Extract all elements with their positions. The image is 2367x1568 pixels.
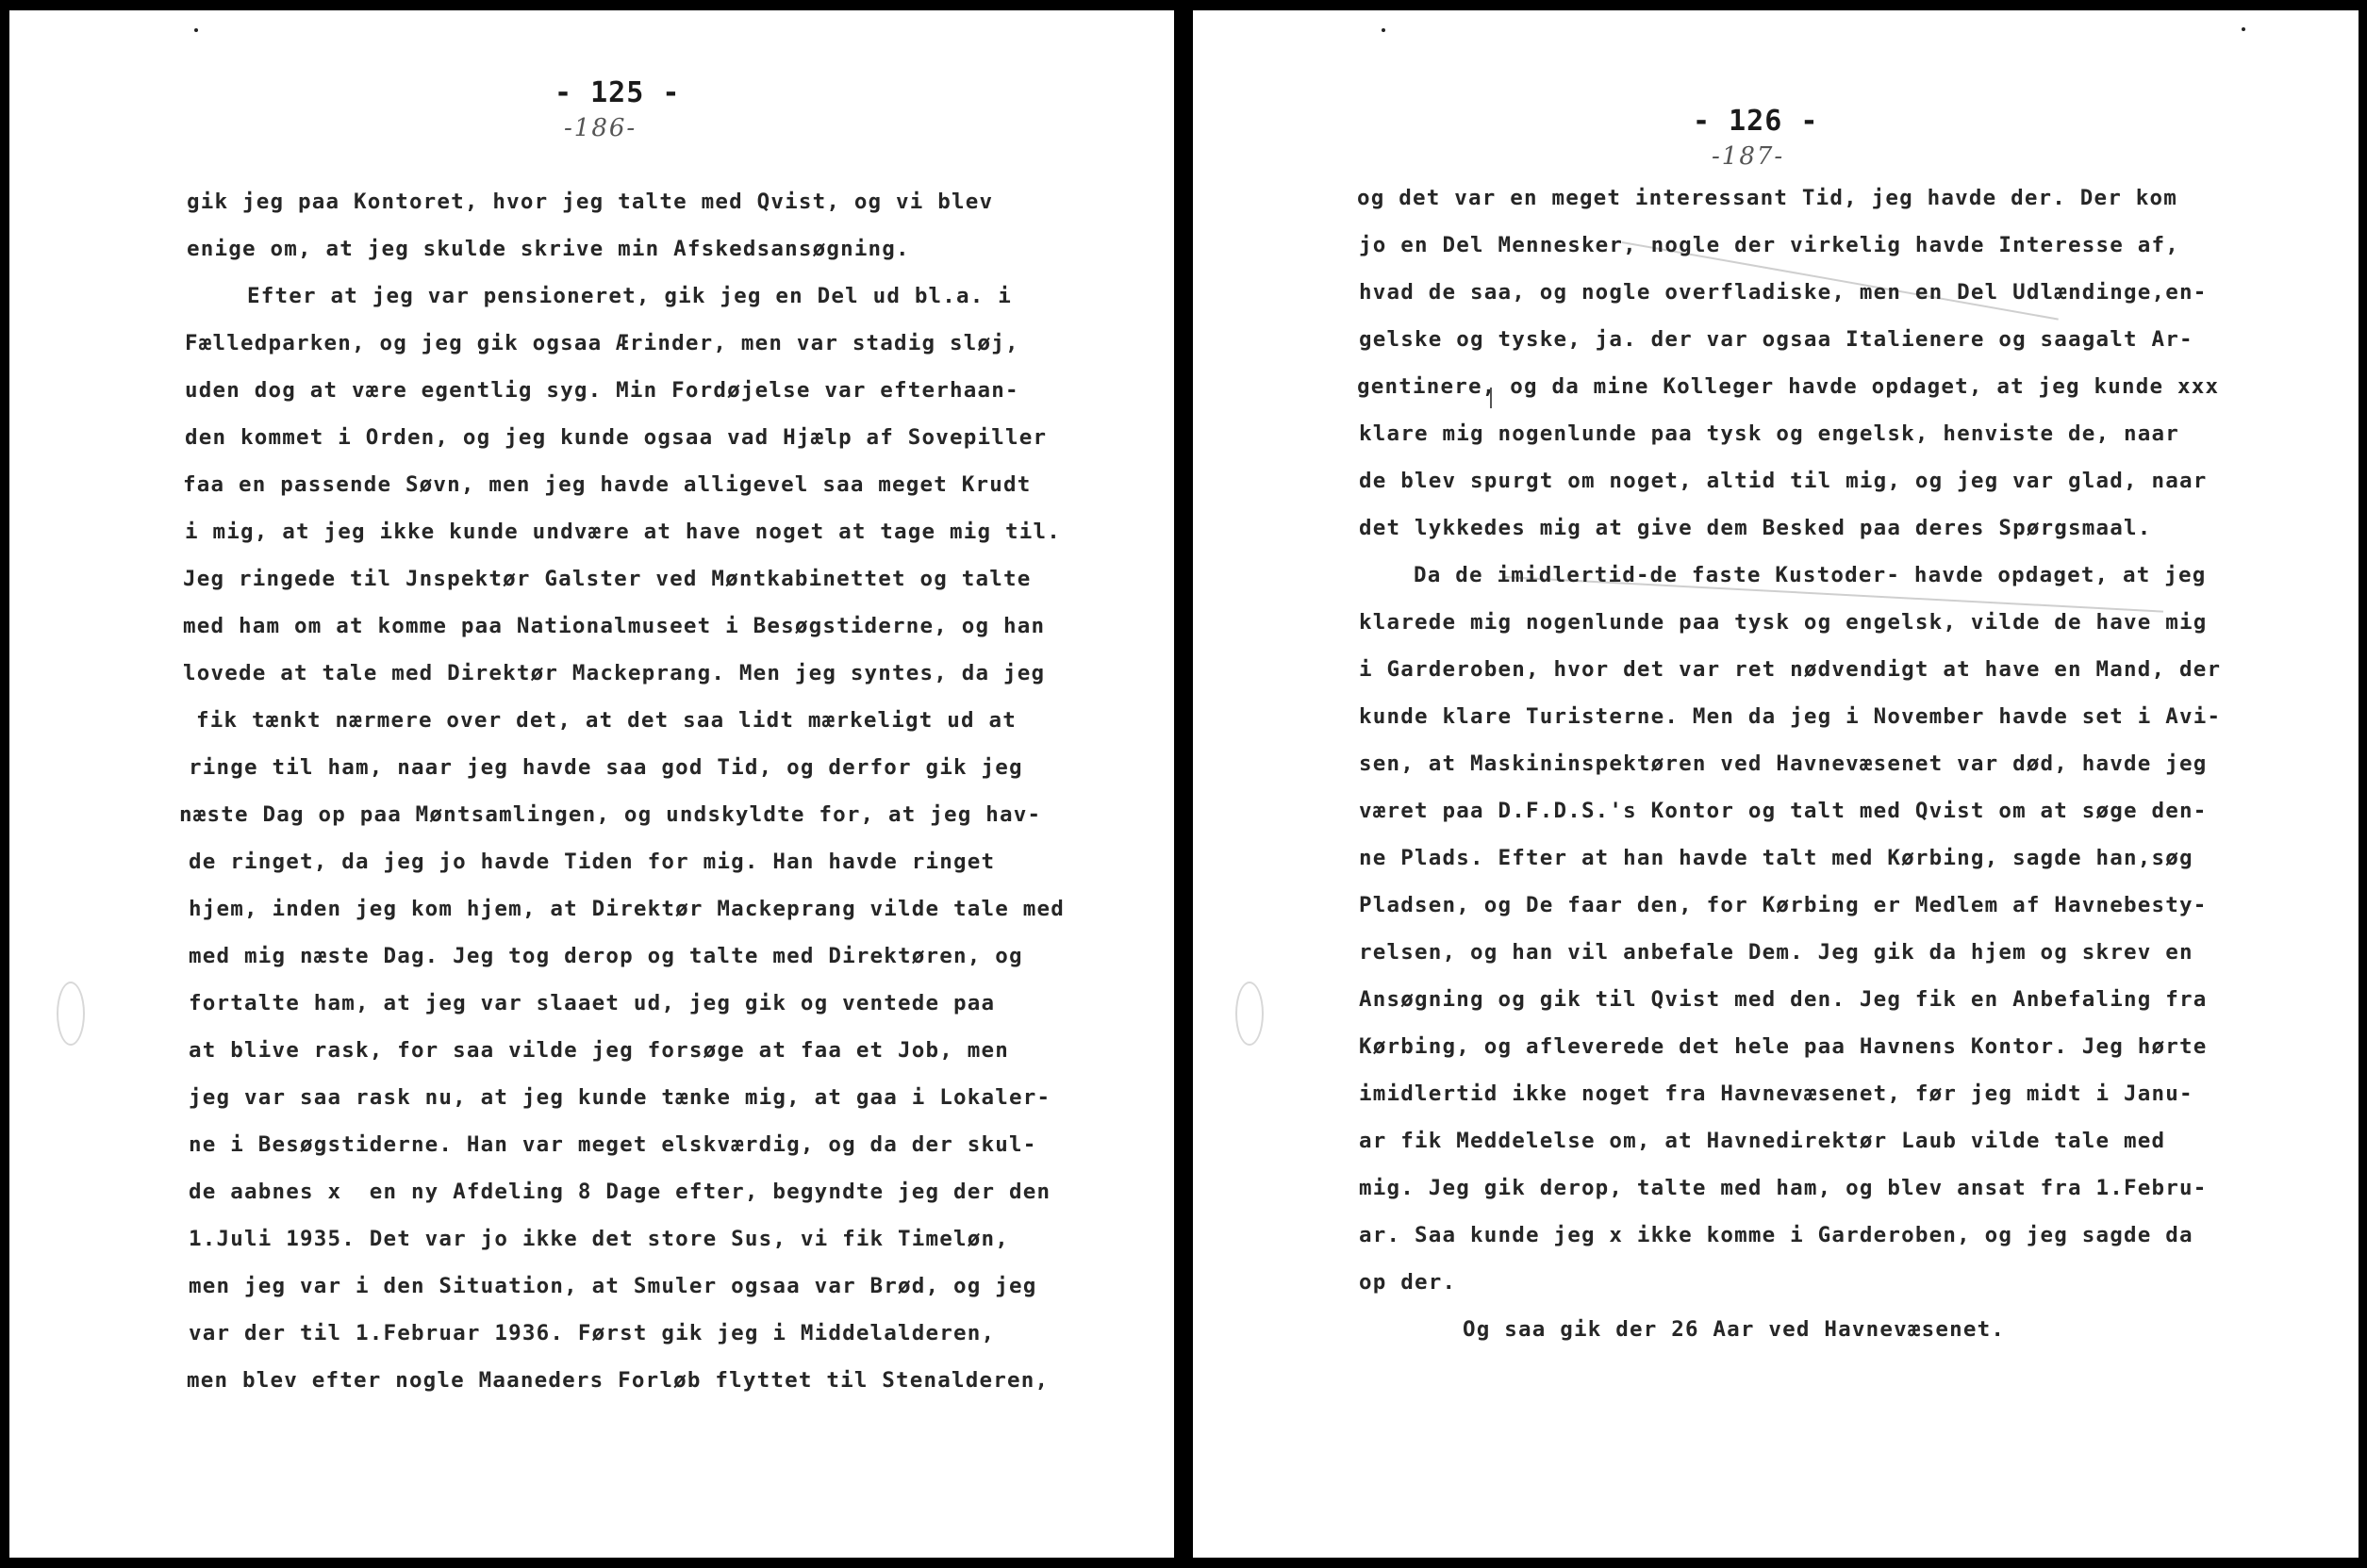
handwritten-page-number: -187- bbox=[1712, 142, 1785, 171]
text-line: med ham om at komme paa Nationalmuseet i Besøgstiderne, og han bbox=[183, 614, 1046, 638]
text-line: var der til 1.Februar 1936. Først gik jeg i Middelalderen, bbox=[189, 1321, 996, 1345]
page-number: - 126 - bbox=[1693, 105, 1819, 138]
text-line: sen, at Maskininspektøren ved Havnevæsenet var død, havde jeg bbox=[1359, 751, 2208, 776]
text-line: op der. bbox=[1359, 1270, 1457, 1295]
text-line: jo en Del Mennesker, nogle der virkelig havde Interesse af, bbox=[1359, 233, 2180, 257]
text-line: Da de imidlertid-de faste Kustoder- havde opdaget, at jeg bbox=[1414, 563, 2207, 587]
document-page-right bbox=[1193, 10, 2359, 1558]
text-line: de aabnes x en ny Afdeling 8 Dage efter, begyndte jeg der den bbox=[189, 1180, 1051, 1204]
text-line: og det var en meget interessant Tid, jeg havde der. Der kom bbox=[1357, 186, 2178, 210]
punch-hole bbox=[57, 982, 85, 1046]
document-page-left bbox=[9, 10, 1174, 1558]
text-line: fik tænkt nærmere over det, at det saa lidt mærkeligt ud at bbox=[196, 708, 1018, 733]
text-line: Efter at jeg var pensioneret, gik jeg en Del ud bl.a. i bbox=[247, 284, 1013, 308]
text-line: relsen, og han vil anbefale Dem. Jeg gik da hjem og skrev en bbox=[1359, 940, 2193, 965]
text-line: fortalte ham, at jeg var slaaet ud, jeg gik og ventede paa bbox=[189, 991, 996, 1015]
text-line: enige om, at jeg skulde skrive min Afskedsansøgning. bbox=[187, 237, 910, 261]
speck-mark bbox=[1382, 28, 1385, 32]
text-line: ar. Saa kunde jeg x ikke komme i Garderoben, og jeg sagde da bbox=[1359, 1223, 2193, 1247]
text-line: men blev efter nogle Maaneders Forløb flyttet til Stenalderen, bbox=[187, 1368, 1050, 1393]
text-line: det lykkedes mig at give dem Besked paa deres Spørgsmaal. bbox=[1359, 516, 2152, 540]
text-line: men jeg var i den Situation, at Smuler ogsaa var Brød, og jeg bbox=[189, 1274, 1037, 1298]
text-line: uden dog at være egentlig syg. Min Fordøjelse var efterhaan- bbox=[185, 378, 1019, 403]
text-line: Ansøgning og gik til Qvist med den. Jeg fik en Anbefaling fra bbox=[1359, 987, 2208, 1012]
text-line: Kørbing, og afleverede det hele paa Havnens Kontor. Jeg hørte bbox=[1359, 1034, 2208, 1059]
text-line: gelske og tyske, ja. der var ogsaa Italienere og saagalt Ar- bbox=[1359, 327, 2193, 352]
speck-mark bbox=[2242, 27, 2245, 31]
text-line: næste Dag op paa Møntsamlingen, og undskyldte for, at jeg hav- bbox=[179, 802, 1042, 827]
text-line: gik jeg paa Kontoret, hvor jeg talte med Qvist, og vi blev bbox=[187, 190, 994, 214]
text-line: i mig, at jeg ikke kunde undvære at have noget at tage mig til. bbox=[185, 520, 1062, 544]
text-line: ne i Besøgstiderne. Han var meget elskværdig, og da der skul- bbox=[189, 1132, 1037, 1157]
text-line: at blive rask, for saa vilde jeg forsøge at faa et Job, men bbox=[189, 1038, 1010, 1063]
text-line: lovede at tale med Direktør Mackeprang. Men jeg syntes, da jeg bbox=[183, 661, 1046, 685]
text-line: 1.Juli 1935. Det var jo ikke det store Sus, vi fik Timeløn, bbox=[189, 1227, 1010, 1251]
text-line: den kommet i Orden, og jeg kunde ogsaa vad Hjælp af Sovepiller bbox=[185, 425, 1048, 450]
text-line: klarede mig nogenlunde paa tysk og engelsk, vilde de have mig bbox=[1359, 610, 2208, 635]
handwritten-page-number: -186- bbox=[564, 114, 637, 142]
text-line: Og saa gik der 26 Aar ved Havnevæsenet. bbox=[1463, 1317, 2006, 1342]
text-line: været paa D.F.D.S.'s Kontor og talt med Qvist om at søge den- bbox=[1359, 799, 2208, 823]
text-line: hjem, inden jeg kom hjem, at Direktør Mackeprang vilde tale med bbox=[189, 897, 1066, 921]
page-number: - 125 - bbox=[555, 76, 681, 109]
text-line: Jeg ringede til Jnspektør Galster ved Møntkabinettet og talte bbox=[183, 567, 1032, 591]
text-line: ar fik Meddelelse om, at Havnedirektør Laub vilde tale med bbox=[1359, 1129, 2166, 1153]
text-line: de blev spurgt om noget, altid til mig, og jeg var glad, naar bbox=[1359, 469, 2208, 493]
speck-mark bbox=[194, 28, 198, 32]
text-line: faa en passende Søvn, men jeg havde alligevel saa meget Krudt bbox=[183, 472, 1032, 497]
text-line: imidlertid ikke noget fra Havnevæsenet, før jeg midt i Janu- bbox=[1359, 1081, 2193, 1106]
text-line: Pladsen, og De faar den, for Kørbing er Medlem af Havnebesty- bbox=[1359, 893, 2208, 917]
text-line: jeg var saa rask nu, at jeg kunde tænke mig, at gaa i Lokaler- bbox=[189, 1085, 1051, 1110]
punch-hole bbox=[1235, 982, 1264, 1046]
text-line: Fælledparken, og jeg gik ogsaa Ærinder, men var stadig sløj, bbox=[185, 331, 1019, 355]
text-line: kunde klare Turisterne. Men da jeg i November havde set i Avi- bbox=[1359, 704, 2222, 729]
text-line: ringe til ham, naar jeg havde saa god Tid, og derfor gik jeg bbox=[189, 755, 1023, 780]
text-line: klare mig nogenlunde paa tysk og engelsk, henviste de, naar bbox=[1359, 421, 2180, 446]
text-line: i Garderoben, hvor det var ret nødvendigt at have en Mand, der bbox=[1359, 657, 2222, 682]
text-line: hvad de saa, og nogle overfladiske, men en Del Udlændinge,en- bbox=[1359, 280, 2208, 305]
text-line: mig. Jeg gik derop, talte med ham, og blev ansat fra 1.Febru- bbox=[1359, 1176, 2208, 1200]
text-line: de ringet, da jeg jo havde Tiden for mig. Han havde ringet bbox=[189, 850, 996, 874]
text-line: gentinere, og da mine Kolleger havde opdaget, at jeg kunde xxx bbox=[1357, 374, 2220, 399]
text-line: med mig næste Dag. Jeg tog derop og talte med Direktøren, og bbox=[189, 944, 1023, 968]
text-line: ne Plads. Efter at han havde talt med Kørbing, sagde han,søg bbox=[1359, 846, 2193, 870]
